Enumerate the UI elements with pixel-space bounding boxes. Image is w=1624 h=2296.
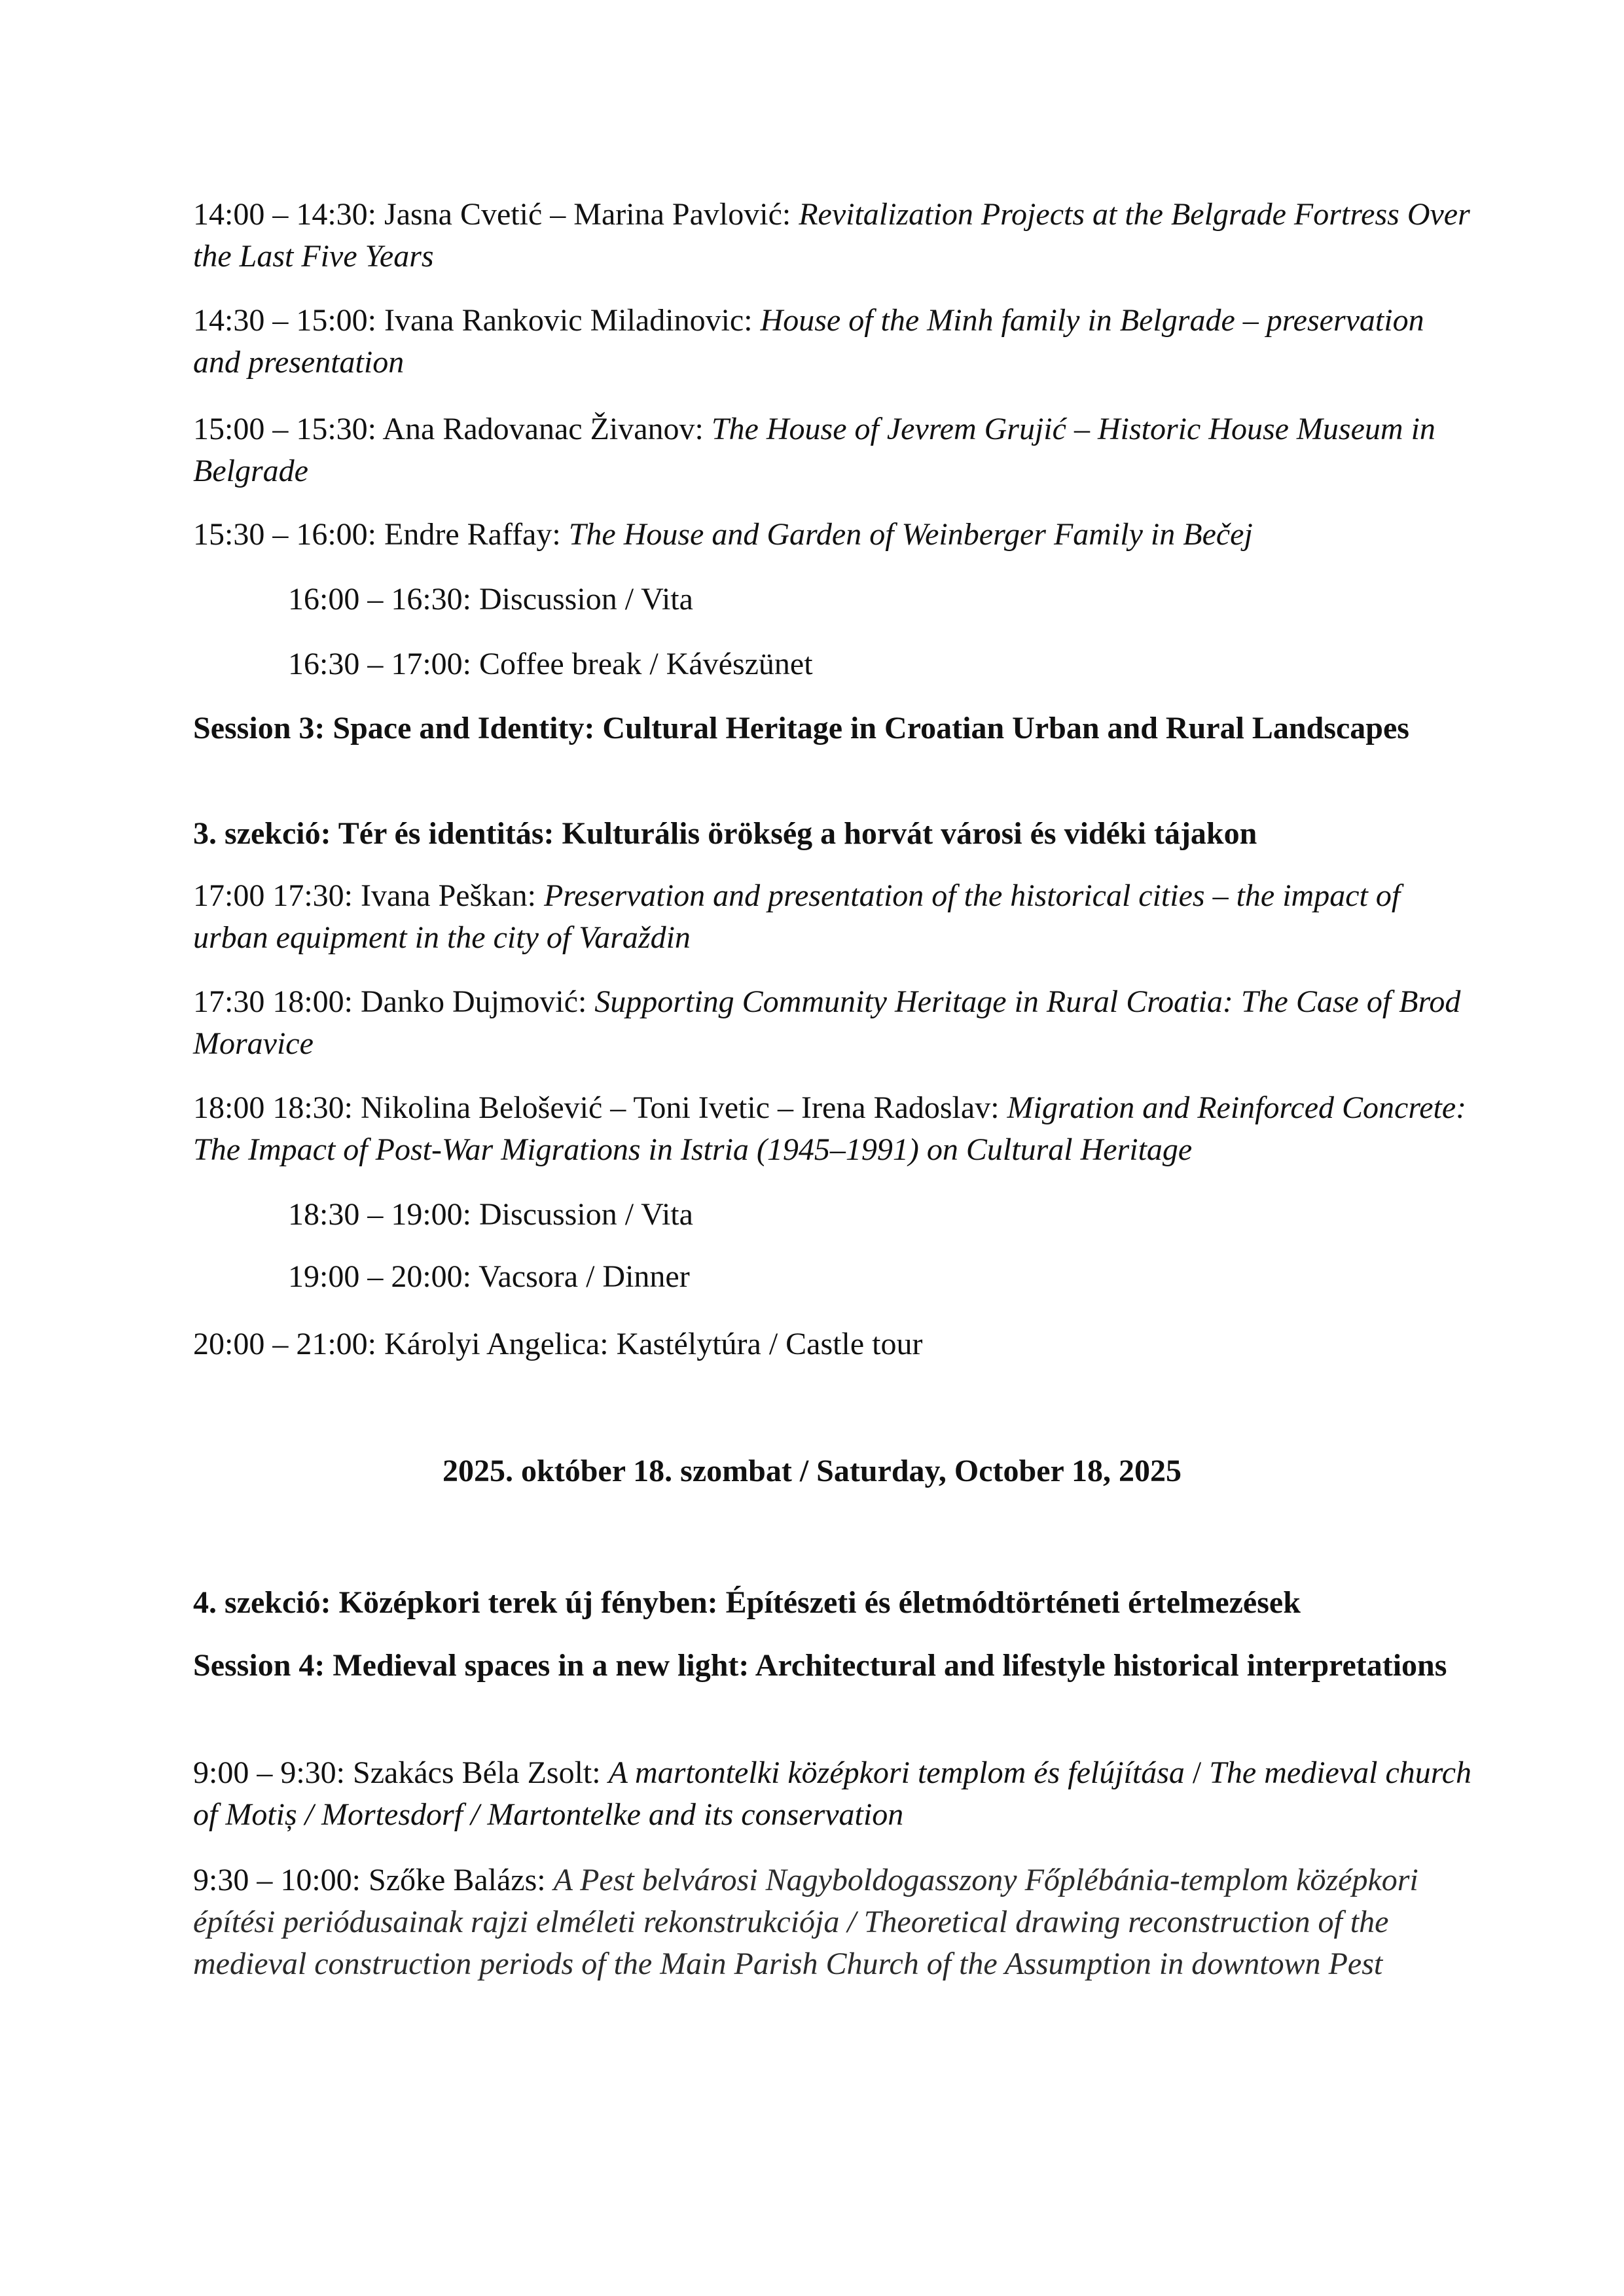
entry-speaker: Szakács Béla Zsolt: [353, 1755, 609, 1790]
program-entry [193, 1752, 1476, 1836]
entry-title-en: The medieval church of Motiș / Mortesdorf / Martontelke and its conservation [193, 1755, 1471, 1832]
entry-time: 17:30 18:00: [193, 984, 361, 1019]
program-entry [193, 1859, 1476, 1985]
entry-speaker: Ivana Peškan: [361, 878, 544, 913]
entry-title-separator: / [1184, 1755, 1210, 1790]
break-item-dinner: 19:00 – 20:00: Vacsora / Dinner [288, 1259, 690, 1294]
entry-speaker: Ivana Rankovic Miladinovic: [384, 303, 761, 338]
entry-speaker: Szőke Balázs: [369, 1863, 554, 1897]
entry-title-hu: A martontelki középkori templom és felújítása [608, 1755, 1185, 1790]
entry-title: Revitalization Projects at the Belgrade Fortress Over the Last Five Years [193, 197, 1470, 274]
entry-time: 15:00 – 15:30: [193, 412, 383, 446]
entry-title: A Pest belvárosi Nagyboldogasszony Főplébánia-templom középkori építési periódusainak rajzi elméleti rekonstrukciója / Theoretical drawing reconstruction of the medieval construction periods of the Main Parish Church of the Assumption in downtown Pest [193, 1863, 1418, 1981]
program-entry [193, 981, 1476, 1065]
program-entry [193, 875, 1476, 959]
entry-time: 9:00 – 9:30: [193, 1755, 353, 1790]
entry-time: 14:30 – 15:00: [193, 303, 385, 338]
program-entry [193, 1087, 1476, 1171]
entry-time: 14:00 – 14:30: [193, 197, 385, 232]
program-entry [193, 514, 1476, 556]
session-3-title-en: Session 3: Space and Identity: Cultural Heritage in Croatian Urban and Rural Landscapes [193, 711, 1409, 745]
program-entry [193, 300, 1476, 384]
program-entry [193, 194, 1476, 278]
entry-time: 18:00 18:30: [193, 1090, 361, 1125]
entry-speaker: Danko Dujmović: [361, 984, 595, 1019]
entry-speaker: Nikolina Belošević – Toni Ivetic – Irena Radoslav: [361, 1090, 1007, 1125]
entry-title: The House of Jevrem Grujić – Historic House Museum in Belgrade [193, 412, 1435, 488]
entry-time: 9:30 – 10:00: [193, 1863, 369, 1897]
program-entry [193, 408, 1476, 492]
entry-title: Preservation and presentation of the historical cities – the impact of urban equipment in the city of Varaždin [193, 878, 1401, 955]
entry-speaker: Endre Raffay: [384, 517, 569, 552]
entry-speaker: Jasna Cvetić – Marina Pavlović: [384, 197, 799, 232]
entry-time: 15:30 – 16:00: [193, 517, 385, 552]
entry-time: 17:00 17:30: [193, 878, 361, 913]
entry-title: The House and Garden of Weinberger Family in Bečej [568, 517, 1253, 552]
session-4-title-en: Session 4: Medieval spaces in a new light: Architectural and lifestyle historical interpretations [193, 1648, 1447, 1683]
break-item-coffee: 16:30 – 17:00: Coffee break / Kávészünet [288, 647, 813, 681]
entry-speaker: Ana Radovanac Živanov: [382, 412, 712, 446]
session-3-title-hu: 3. szekció: Tér és identitás: Kulturális örökség a horvát városi és vidéki tájakon [193, 816, 1257, 851]
session-4-title-hu: 4. szekció: Középkori terek új fényben: Építészeti és életmódtörténeti értelmezések [193, 1585, 1301, 1620]
entry-title: Migration and Reinforced Concrete: The Impact of Post-War Migrations in Istria (1945–1991) on Cultural Heritage [193, 1090, 1467, 1167]
program-entry-castle-tour: 20:00 – 21:00: Károlyi Angelica: Kastélytúra / Castle tour [193, 1327, 923, 1361]
day-heading: 2025. október 18. szombat / Saturday, October 18, 2025 [442, 1454, 1182, 1488]
entry-title: House of the Minh family in Belgrade – preservation and presentation [193, 303, 1424, 380]
entry-title: Supporting Community Heritage in Rural Croatia: The Case of Brod Moravice [193, 984, 1461, 1061]
break-item-discussion: 18:30 – 19:00: Discussion / Vita [288, 1197, 693, 1232]
break-item-discussion: 16:00 – 16:30: Discussion / Vita [288, 582, 693, 617]
